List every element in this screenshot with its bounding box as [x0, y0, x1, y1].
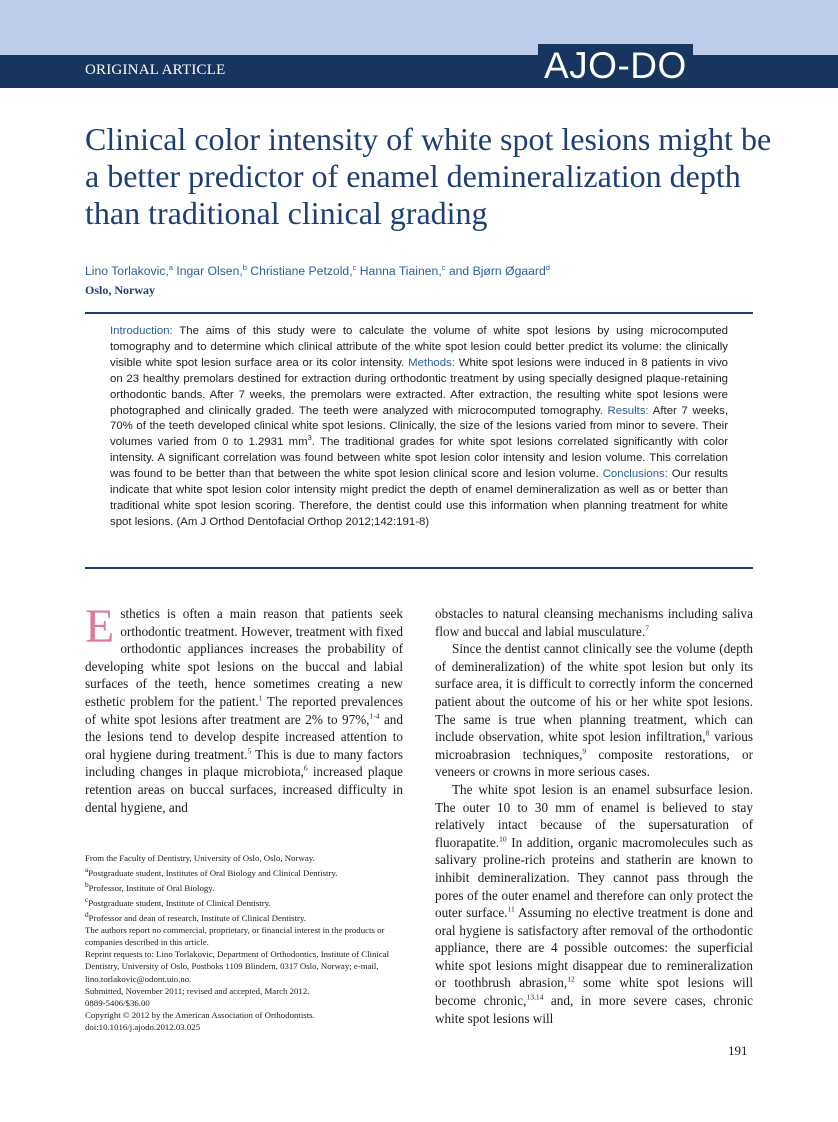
author-name: Lino Torlakovic, [85, 264, 169, 278]
author-location: Oslo, Norway [85, 283, 155, 297]
affiliation-mark: c [85, 895, 89, 905]
reference-link[interactable]: 9 [582, 746, 587, 756]
author-name: Christiane Petzold, [250, 264, 353, 278]
author-name: Hanna Tiainen, [359, 264, 442, 278]
reference-link[interactable]: 7 [645, 623, 649, 633]
affiliation-mark: b [85, 880, 89, 890]
body-text: This is due to many factors including changes in plaque microbiota, [85, 746, 403, 780]
affiliation-mark: b [242, 262, 247, 272]
footnote-text: Postgraduate student, Institute of Clinical Dentistry. [88, 898, 271, 909]
footnote-issn: 0889-5406/$36.00 [85, 997, 150, 1008]
abstract-heading-methods: Methods: [408, 356, 455, 369]
reference-link[interactable]: 5 [247, 746, 252, 756]
footnote-text: Professor and dean of research, Institute of Clinical Dentistry. [88, 913, 307, 924]
abstract-introduction-text: The aims of this study were to calculate the volume of white spot lesions by using microcomputed tomography and to determine which clinical attribute of the white spot lesion could better predict its volume: the clinically visible white spot lesion surface area or its color intensity. [110, 325, 728, 369]
reference-link[interactable]: 10 [499, 834, 507, 844]
footnote-disclosure: The authors report no commercial, proprietary, or financial interest in the products or companies described in this article. [85, 925, 385, 948]
footnote-doi[interactable]: doi:10.1016/j.ajodo.2012.03.025 [85, 1021, 201, 1032]
body-paragraph [435, 605, 753, 640]
body-column-left [85, 600, 403, 816]
page-number: 191 [728, 1043, 748, 1058]
affiliation-mark: a [85, 865, 89, 875]
body-text: and, in more severe cases, chronic white spot lesions will [435, 993, 753, 1026]
author-name: Ingar Olsen, [176, 264, 243, 278]
footnote-reprint: Reprint requests to: Lino Torlakovic, Department of Orthodontics, Institute of Clinical Dentistry, University of Oslo, Postboks 1109 Blindern, 0317 Oslo, Norway; e-mail, lino.torlakovic@odont.uio.no. [85, 949, 390, 984]
footnote-affiliation: From the Faculty of Dentistry, University of Oslo, Oslo, Norway. [85, 853, 315, 863]
affiliation-mark: d [545, 262, 550, 272]
footnote [85, 909, 403, 924]
reference-link[interactable]: 1 [258, 693, 263, 703]
body-text: sthetics is often a main reason that patients seek orthodontic treatment. However, treatment with fixed orthodontic appliances increases the probability of developing white spot lesions on the buccal and labial surfaces of the teeth, hence sometimes creating a new esthetic problem for the patient. [85, 606, 403, 709]
reference-link[interactable]: 8 [705, 728, 710, 738]
body-paragraph [435, 781, 753, 1027]
body-text: various microabrasion techniques, [435, 729, 754, 762]
footnote [85, 864, 403, 879]
article-title: Clinical color intensity of white spot lesions might be a better predictor of enamel demineralization depth than traditional clinical grading [85, 121, 772, 231]
section-label: ORIGINAL ARTICLE [85, 62, 226, 78]
body-text: composite restorations, or veneers or crowns in more serious cases. [435, 746, 753, 780]
affiliation-mark: c [441, 262, 446, 272]
footnotes [85, 852, 403, 1033]
footnote [85, 894, 403, 909]
reference-link[interactable]: 1-4 [369, 711, 380, 721]
body-text: In addition, organic macromolecules such as salivary proline-rich proteins and statherin are known to inhibit demineralization. They cannot pass through the pores of the outer enamel and therefore can only protect the outer surface. [435, 834, 753, 921]
footnote [85, 879, 403, 894]
footnote-submitted: Submitted, November 2011; revised and accepted, March 2012. [85, 985, 310, 996]
reference-link[interactable]: 6 [303, 763, 308, 773]
abstract-heading-introduction: Introduction: [110, 325, 173, 337]
abstract-bottom-rule [85, 567, 753, 569]
body-text: and the lesions tend to develop despite increased attention to oral hygiene during treatment. [85, 711, 403, 762]
affiliation-mark: c [352, 262, 357, 272]
author-name: and Bjørn Øgaard [448, 264, 546, 278]
body-text: increased plaque retention areas on buccal surfaces, increased difficulty in dental hygiene, and [85, 764, 403, 815]
footnote-text: Professor, Institute of Oral Biology. [88, 883, 215, 894]
journal-logo: AJO-DO [538, 44, 693, 88]
abstract-heading-conclusions: Conclusions: [602, 468, 668, 481]
affiliation-mark: a [168, 262, 173, 272]
abstract-conclusions-text: Our results indicate that white spot lesion color intensity might predict the depth of enamel demineralization as well as or better than traditional white spot lesion scoring. Therefore, the dentist could use this information when planning treatment for white spot lesions. (Am J Orthod Dentofacial Orthop 2012;142:191-8) [110, 468, 728, 528]
author-list [85, 264, 550, 278]
body-text: some white spot lesions will become chronic, [435, 975, 753, 1009]
abstract-heading-results: Results: [607, 404, 649, 417]
body-text: Assuming no elective treatment is done and oral hygiene is satisfactory after removal of the orthodontic appliance, there are 4 possible outcomes: the superficial white spot lesions might disappear due to remineralization or toothbrush abrasion, [435, 905, 754, 991]
body-text: obstacles to natural cleansing mechanisms including saliva flow and buccal and labial musculature. [435, 606, 753, 639]
footnote-text: Postgraduate student, Institutes of Oral Biology and Clinical Dentistry. [88, 868, 338, 879]
abstract-top-rule [85, 312, 753, 314]
body-text: Since the dentist cannot clinically see the volume (depth of demineralization) of the white spot lesion but only its surface area, it is difficult to correctly inform the concerned patient about the outcome of his or her white spot lesions. The same is true when planning treatment, which can include observation, white spot lesion infiltration, [435, 641, 753, 745]
abstract-results-text: After 7 weeks, 70% of the teeth developed clinical white spot lesions. Clinically, the size of the lesions varied from minor to severe. Their volumes varied from 0 to 1.2931 mm [110, 404, 728, 449]
body-paragraph [85, 600, 403, 816]
footnote-copyright: Copyright © 2012 by the American Association of Orthodontists. [85, 1009, 315, 1020]
body-column-right [435, 605, 753, 1027]
body-paragraph [435, 640, 753, 781]
reference-link[interactable]: 12 [567, 975, 575, 985]
abstract [110, 324, 728, 531]
body-text: The reported prevalences of white spot lesions after treatment are 2% to 97%, [85, 693, 403, 727]
abstract-results-text-continued: . The traditional grades for white spot lesions correlated significantly with color intensity. A significant correlation was found between white spot lesion color intensity and lesion volume. This correlation was found to be better than that between the white spot lesion clinical score and lesion volume. [110, 436, 729, 481]
affiliation-mark: d [85, 910, 89, 920]
reference-link[interactable]: 11 [507, 904, 515, 914]
drop-cap: E [85, 600, 115, 653]
reference-link[interactable]: 13,14 [526, 992, 544, 1002]
body-text: The white spot lesion is an enamel subsurface lesion. The outer 10 to 30 mm of enamel is believed to stay relatively intact because of the supersaturation of fluorapatite. [435, 781, 753, 850]
abstract-methods-text: White spot lesions were induced in 8 patients in vivo on 23 healthy premolars destined for extraction during orthodontic treatment by using specially designed plaque-retaining orthodontic bands. After 7 weeks, the premolars were extracted. After extraction, the resulting white spot lesions were photographed and clinically graded. The teeth were analyzed with microcomputed tomography. [110, 356, 728, 417]
superscript: 3 [307, 433, 312, 443]
header-band [0, 0, 838, 55]
